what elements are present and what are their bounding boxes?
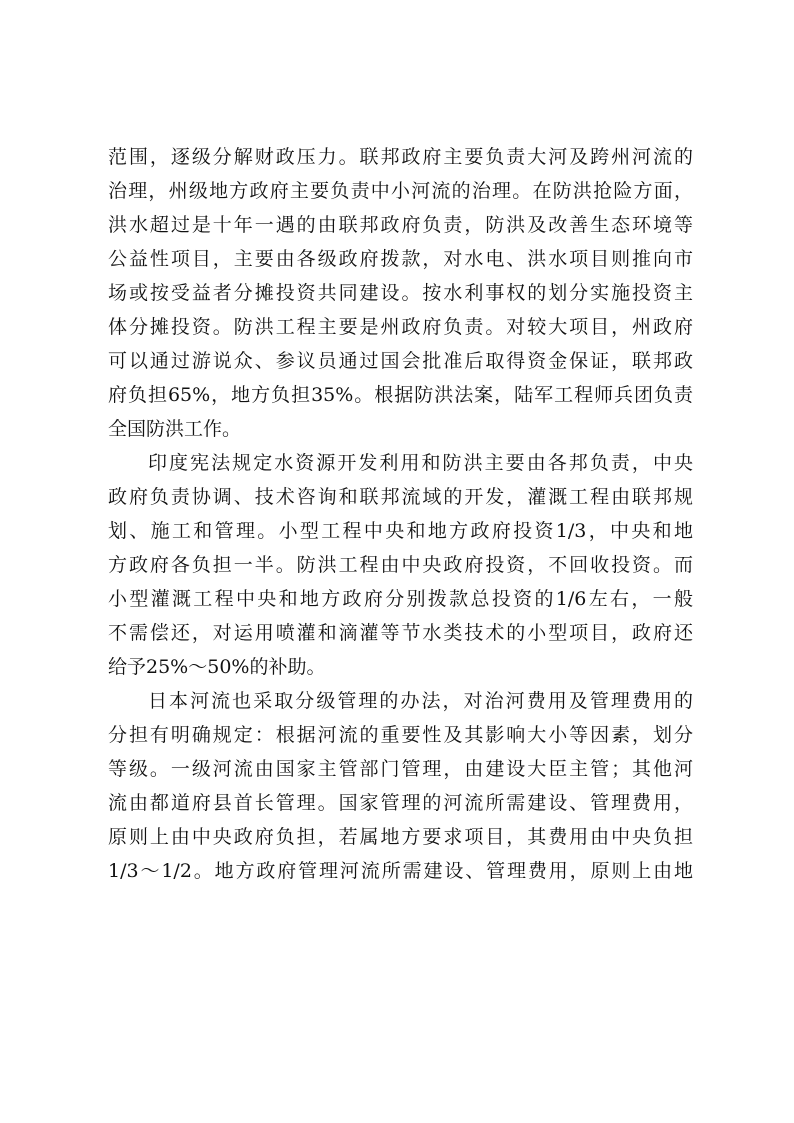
paragraph-2-line-1: 印度宪法规定水资源开发利用和防洪主要由各邦负责，中央 (148, 452, 693, 474)
paragraph-2-line-7: 给予25%～50%的补助。 (108, 656, 326, 678)
paragraph-1-line-8: 府负担65%，地方负担35%。根据防洪法案，陆军工程师兵团负责 (108, 384, 693, 406)
paragraph-1-line-2: 治理，州级地方政府主要负责中小河流的治理。在防洪抢险方面， (108, 180, 693, 202)
paragraph-1-line-3: 洪水超过是十年一遇的由联邦政府负责，防洪及改善生态环境等 (108, 214, 693, 236)
paragraph-2-line-3: 划、施工和管理。小型工程中央和地方政府投资1/3，中央和地 (108, 520, 693, 542)
paragraph-3-line-3: 等级。一级河流由国家主管部门管理，由建设大臣主管；其他河 (108, 758, 693, 780)
paragraph-2-line-2: 政府负责协调、技术咨询和联邦流域的开发，灌溉工程由联邦规 (108, 486, 693, 508)
paragraph-3-line-1: 日本河流也采取分级管理的办法，对治河费用及管理费用的 (148, 690, 693, 712)
paragraph-2-line-4: 方政府各负担一半。防洪工程由中央政府投资，不回收投资。而 (108, 554, 693, 576)
paragraph-2-line-5: 小型灌溉工程中央和地方政府分别拨款总投资的1/6左右，一般 (108, 588, 693, 610)
paragraph-3-line-4: 流由都道府县首长管理。国家管理的河流所需建设、管理费用， (108, 792, 693, 814)
paragraph-3-line-2: 分担有明确规定：根据河流的重要性及其影响大小等因素，划分 (108, 724, 693, 746)
body-text (108, 140, 693, 888)
paragraph-1-line-6: 体分摊投资。防洪工程主要是州政府负责。对较大项目，州政府 (108, 316, 693, 338)
paragraph-1-line-7: 可以通过游说众、参议员通过国会批准后取得资金保证，联邦政 (108, 350, 693, 372)
paragraph-1-line-9: 全国防洪工作。 (108, 418, 242, 440)
paragraph-3-line-5: 原则上由中央政府负担，若属地方要求项目，其费用由中央负担 (108, 826, 693, 848)
paragraph-1-line-5: 场或按受益者分摊投资共同建设。按水利事权的划分实施投资主 (108, 282, 693, 304)
paragraph-1-line-4: 公益性项目，主要由各级政府拨款，对水电、洪水项目则推向市 (108, 248, 693, 270)
paragraph-1-line-1: 范围，逐级分解财政压力。联邦政府主要负责大河及跨州河流的 (108, 146, 693, 168)
paragraph-2-line-6: 不需偿还，对运用喷灌和滴灌等节水类技术的小型项目，政府还 (108, 622, 693, 644)
paragraph-3-line-6: 1/3～1/2。地方政府管理河流所需建设、管理费用，原则上由地 (108, 860, 693, 882)
